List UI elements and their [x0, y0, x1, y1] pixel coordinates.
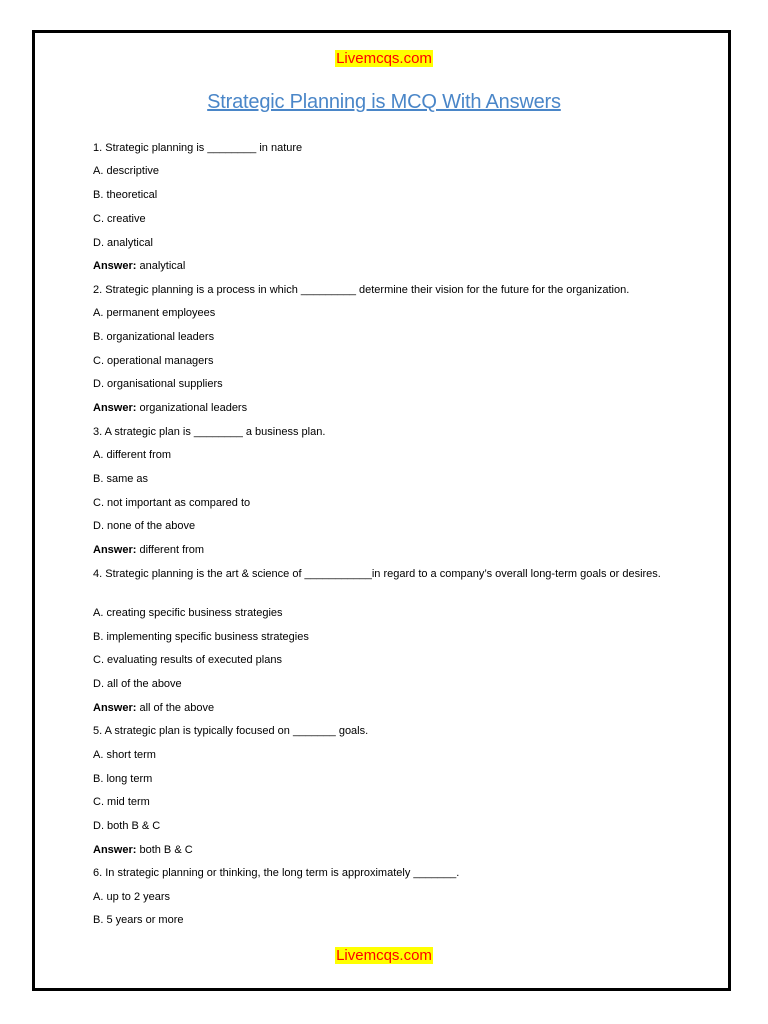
q5-option-b: B. long term: [93, 773, 153, 785]
q2-answer: [93, 401, 247, 416]
q2-option-a: A. permanent employees: [93, 307, 216, 319]
site-name-link[interactable]: Livemcqs.com: [336, 947, 432, 964]
q6-option-b: B. 5 years or more: [93, 914, 184, 926]
q3-option-a: A. different from: [93, 449, 172, 461]
q3-answer: [93, 543, 204, 558]
q2-option-c: C. operational managers: [93, 355, 214, 367]
answer-label: Answer:: [93, 702, 137, 714]
site-name-header[interactable]: [0, 50, 768, 68]
question-6: 6. In strategic planning or thinking, the long term is approximately _______.: [93, 867, 460, 879]
question-4: 4. Strategic planning is the art & science of ___________in regard to a company’s overall long-term goals or desires.: [93, 568, 661, 580]
q1-option-c: C. creative: [93, 213, 146, 225]
site-name-link[interactable]: Livemcqs.com: [336, 50, 432, 67]
q1-option-d: D. analytical: [93, 237, 153, 249]
question-2: 2. Strategic planning is a process in which _________ determine their vision for the future for the organization.: [93, 284, 630, 296]
q3-option-c: C. not important as compared to: [93, 497, 251, 509]
question-3: 3. A strategic plan is ________ a business plan.: [93, 426, 326, 438]
answer-text: all of the above: [139, 702, 215, 714]
answer-label: Answer:: [93, 260, 137, 272]
q4-option-a: A. creating specific business strategies: [93, 607, 283, 619]
q4-option-c: C. evaluating results of executed plans: [93, 654, 282, 666]
site-name-footer[interactable]: [0, 947, 768, 965]
q5-answer: [93, 843, 193, 858]
q4-option-b: B. implementing specific business strategies: [93, 631, 309, 643]
answer-label: Answer:: [93, 544, 137, 556]
answer-text: analytical: [139, 260, 186, 272]
q1-option-b: B. theoretical: [93, 189, 158, 201]
answer-text: both B & C: [139, 844, 193, 856]
q2-option-d: D. organisational suppliers: [93, 378, 223, 390]
q1-answer: [93, 259, 185, 274]
q3-option-b: B. same as: [93, 473, 149, 485]
q5-option-d: D. both B & C: [93, 820, 161, 832]
question-5: 5. A strategic plan is typically focused on _______ goals.: [93, 725, 369, 737]
q2-option-b: B. organizational leaders: [93, 331, 215, 343]
q4-answer: [93, 701, 214, 716]
q3-option-d: D. none of the above: [93, 520, 196, 532]
q5-option-c: C. mid term: [93, 796, 150, 808]
answer-text: different from: [139, 544, 205, 556]
page-title: Strategic Planning is MCQ With Answers: [207, 91, 561, 113]
q4-option-d: D. all of the above: [93, 678, 182, 690]
answer-label: Answer:: [93, 402, 137, 414]
q6-option-a: A. up to 2 years: [93, 891, 171, 903]
q5-option-a: A. short term: [93, 749, 156, 761]
q1-option-a: A. descriptive: [93, 165, 160, 177]
question-1: 1. Strategic planning is ________ in nature: [93, 142, 303, 154]
answer-label: Answer:: [93, 844, 137, 856]
answer-text: organizational leaders: [139, 402, 248, 414]
